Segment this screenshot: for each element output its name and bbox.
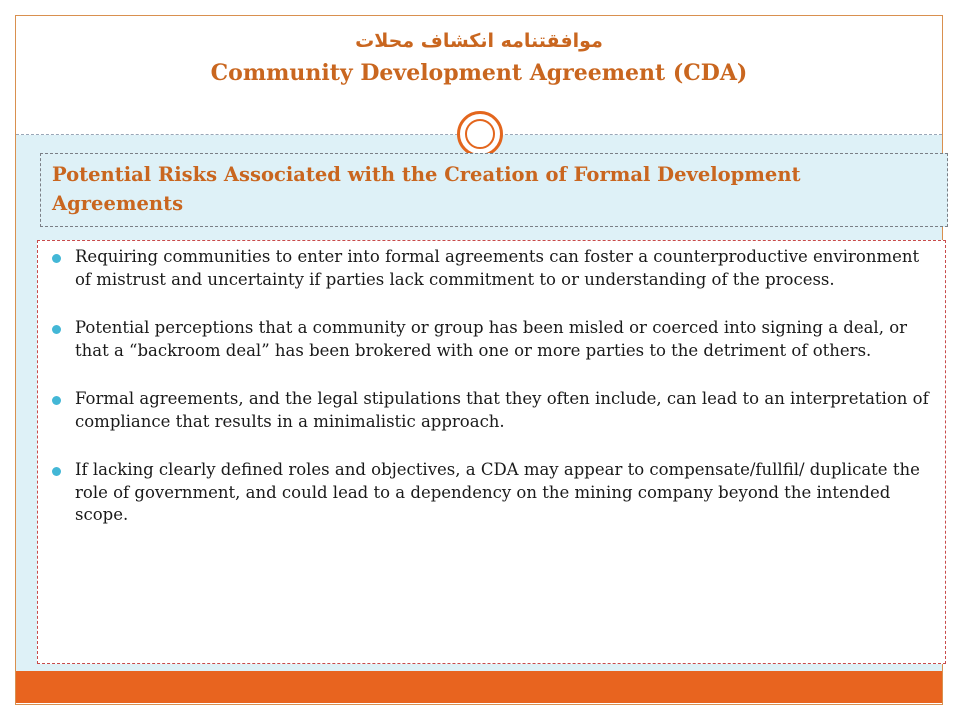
- content-box: [37, 240, 946, 664]
- circle-bullet-icon: [52, 467, 61, 476]
- title-english: Community Development Agreement (CDA): [210, 60, 748, 86]
- bullet-text: If lacking clearly defined roles and objectives, a CDA may appear to compensate/fullfil/ duplicate the role of government, and could lead to a dependency on the mining company beyond the intended scope.: [75, 460, 920, 524]
- list-item: [38, 246, 938, 291]
- section-title-box: [40, 153, 948, 227]
- list-item: [38, 459, 938, 527]
- section-title: Potential Risks Associated with the Creation of Formal Development Agreements: [52, 163, 801, 215]
- circle-bullet-icon: [52, 396, 61, 405]
- bullet-text: Potential perceptions that a community or group has been misled or coerced into signing a deal, or that a “backroom deal” has been brokered with one or more parties to the detriment of others.: [75, 318, 908, 360]
- circle-bullet-icon: [52, 325, 61, 334]
- slide-frame: [15, 15, 943, 705]
- bullet-text: Requiring communities to enter into formal agreements can foster a counterproductive environment of mistrust and uncertainty if parties lack commitment to or understanding of the process.: [75, 247, 920, 289]
- bullet-list: [38, 246, 938, 553]
- title-persian: موافقتنامه انکشاف محلات: [355, 30, 603, 52]
- bullet-text: Formal agreements, and the legal stipulations that they often include, can lead to an interpretation of compliance that results in a minimalistic approach.: [75, 389, 929, 431]
- list-item: [38, 317, 938, 362]
- footer-bar: [16, 671, 942, 703]
- circle-bullet-icon: [52, 254, 61, 263]
- list-item: [38, 388, 938, 433]
- double-ring-icon: [457, 111, 503, 157]
